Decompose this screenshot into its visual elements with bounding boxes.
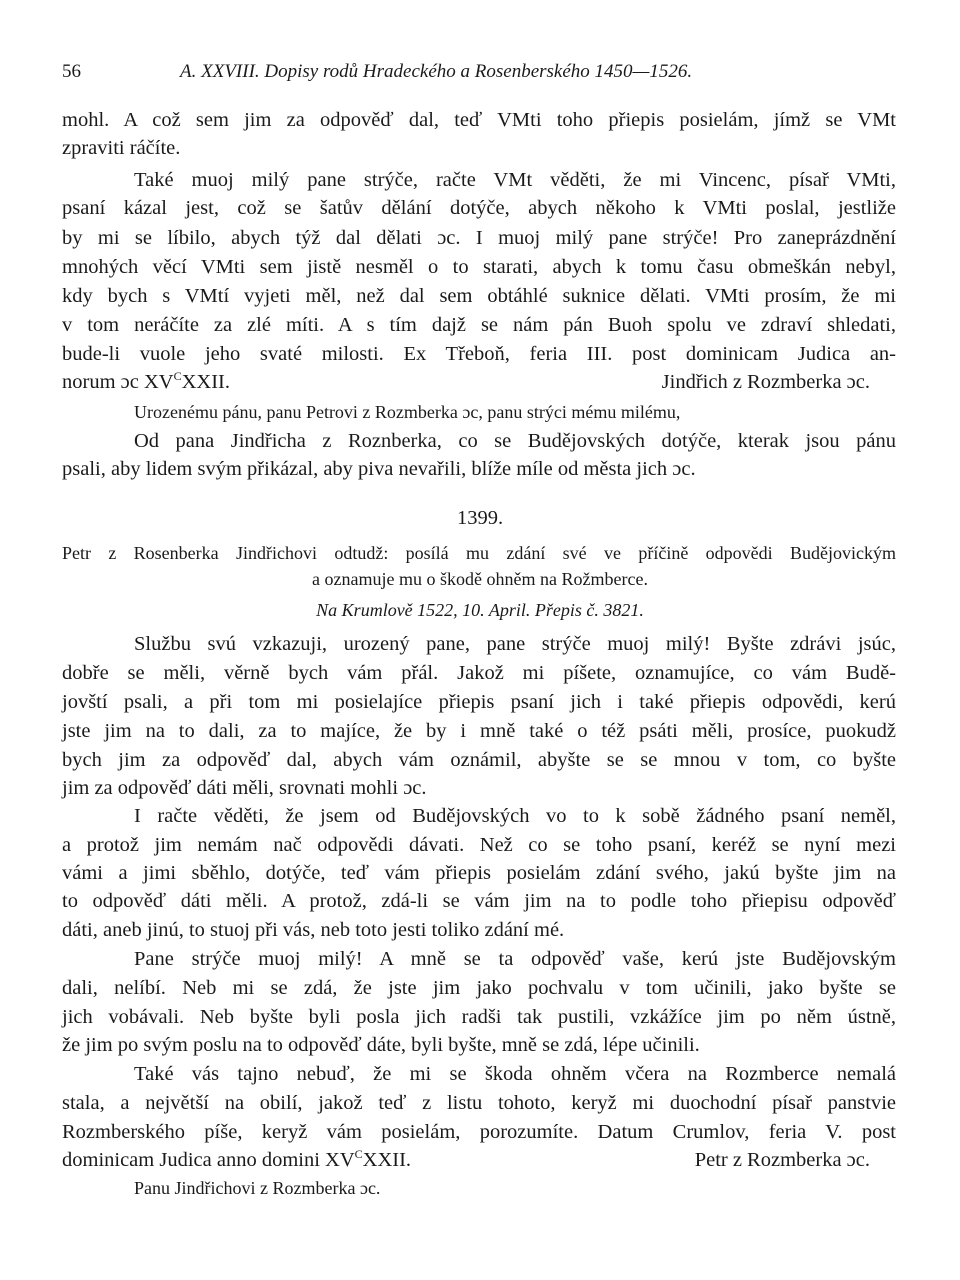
body-line: že jim po svým poslu na to odpověď dáte, byli byšte, mně se zdá, lépe učinili. xyxy=(62,1034,700,1056)
summary-line: Petr z Rosenberka Jindřichovi odtudž: posílá mu zdání své ve příčině odpovědi Budějovickým xyxy=(62,543,896,563)
signature: Jindřich z Rozmberka ɔc. xyxy=(661,371,870,393)
body-line: Rozmberského píše, keryž vám posielám, porozumíte. Datum Crumlov, feria V. post xyxy=(62,1121,896,1143)
note-line: Od pana Jindřicha z Roznberka, co se Budějovských dotýče, kterak jsou pánu xyxy=(134,430,896,452)
signature: Petr z Rozmberka ɔc. xyxy=(694,1149,870,1171)
text-line: mohl. A což sem jim za odpověď dal, teď VMti toho přiepis posielám, jímž se VMt xyxy=(62,109,896,131)
letter-number: 1399. xyxy=(456,507,504,529)
date-line-text-a: norum ɔc XV xyxy=(62,371,174,393)
body-line: jovští psali, a při tom mi posielajíce přiepis psaní jich i také přiepis odpovědi, kerú xyxy=(62,691,896,713)
running-title: A. XXVIII. Dopisy rodů Hradeckého a Rosenberského 1450—1526. xyxy=(180,61,693,82)
body-line: I račte věděti, že jsem od Budějovských vo to k sobě žádného psaní neměl, xyxy=(134,805,896,827)
body-line: Pane strýče muoj milý! A mně se ta odpověď vaše, kerú jste Budějovským xyxy=(134,948,896,970)
date-line xyxy=(62,368,362,396)
summary-line: a oznamuje mu o škodě ohněm na Rožmberce. xyxy=(312,569,648,589)
closing-line xyxy=(62,1146,542,1174)
body-line: Službu svú vzkazuji, urozený pane, pane strýče muoj milý! Byšte zdrávi jsúc, xyxy=(134,633,896,655)
body-line: stala, a největší na obilí, jakož teď z listu tohoto, keryž mi duochodní písař panstvie xyxy=(62,1092,896,1114)
text-line: zpraviti ráčíte. xyxy=(62,137,181,159)
page-number: 56 xyxy=(62,61,81,82)
closing-text-a: dominicam Judica anno domini XV xyxy=(62,1149,355,1171)
source-line: Na Krumlově 1522, 10. April. Přepis č. 3821. xyxy=(316,600,644,620)
body-line: a protož jim nemám nač odpovědi dávati. Než co se toho psaní, keréž se nyní mezi xyxy=(62,834,896,856)
closing-sup: C xyxy=(354,1147,363,1162)
text-line: psaní kázal jest, což se šatův dělání dotýče, abych někoho k VMti poslal, jestliže xyxy=(62,197,896,219)
date-line-text-b: XXII. xyxy=(181,371,230,393)
text-line: bude-li vuole jeho svaté milosti. Ex Třeboň, feria III. post dominicam Judica an- xyxy=(62,343,896,365)
text-line: kdy bych s VMtí vyjeti měl, než dal sem obtáhlé suknice dělati. VMti prosím, že mi xyxy=(62,285,896,307)
body-line: dobře se měli, věrně bych vám přál. Jakož mi píšete, oznamujíce, co vám Budě- xyxy=(62,662,896,684)
body-line: Také vás tajno nebuď, že mi se škoda ohněm včera na Rozmberce nemalá xyxy=(134,1063,896,1085)
text-line: v tom neráčíte za zlé míti. A s tím dajž se nám pán Buoh spolu ve zdraví shledati, xyxy=(62,314,896,336)
body-line: bych jim za odpověď dal, abych vám oznámil, abyšte se se mnou v tom, co byšte xyxy=(62,749,896,771)
body-line: to odpověď dáti měli. A protož, zdá-li se vám jim na to podle toho přiepisu odpověď xyxy=(62,890,896,912)
date-line-sup: C xyxy=(173,369,182,384)
body-line: vámi a jimi sběhlo, dotýče, teď vám přiepis posielám zdání svého, jakú byšte jim na xyxy=(62,862,896,884)
note-line: psali, aby lidem svým přikázal, aby piva nevařili, blíže míle od města jich ɔc. xyxy=(62,458,696,480)
body-line: dali, nelíbí. Neb mi se zdá, že jste jim jako pochvalu v tom učinili, jako byšte se xyxy=(62,977,896,999)
text-line: by mi se líbilo, abych týž dal dělati ɔc. I muoj milý pane strýče! Pro zaneprázdnění xyxy=(62,227,896,249)
address-line: Panu Jindřichovi z Rozmberka ɔc. xyxy=(134,1178,381,1198)
text-line: mnohých věcí VMti sem jistě nesměl o to starati, abych k tomu času obmeškán nebyl, xyxy=(62,256,896,278)
body-line: jste jim na to dali, za to majíce, že by i mně také o též psáti měli, prosíce, puokudž xyxy=(62,720,896,742)
closing-text-b: XXII. xyxy=(362,1149,412,1171)
text-line: Také muoj milý pane strýče, račte VMt věděti, že mi Vincenc, písař VMti, xyxy=(134,169,896,191)
page-header xyxy=(62,58,896,86)
body-line: dáti, aneb jinú, to stuoj při vás, neb toto jesti toliko zdání mé. xyxy=(62,919,565,941)
body-line: jim za odpověď dáti měli, srovnati mohli ɔc. xyxy=(62,777,427,799)
body-line: jich vobávali. Neb byšte byli posla jich radši tak pustili, vzkážíce jim po něm ústně, xyxy=(62,1006,896,1028)
address-line: Urozenému pánu, panu Petrovi z Rozmberka ɔc, panu strýci mému milému, xyxy=(134,402,681,422)
